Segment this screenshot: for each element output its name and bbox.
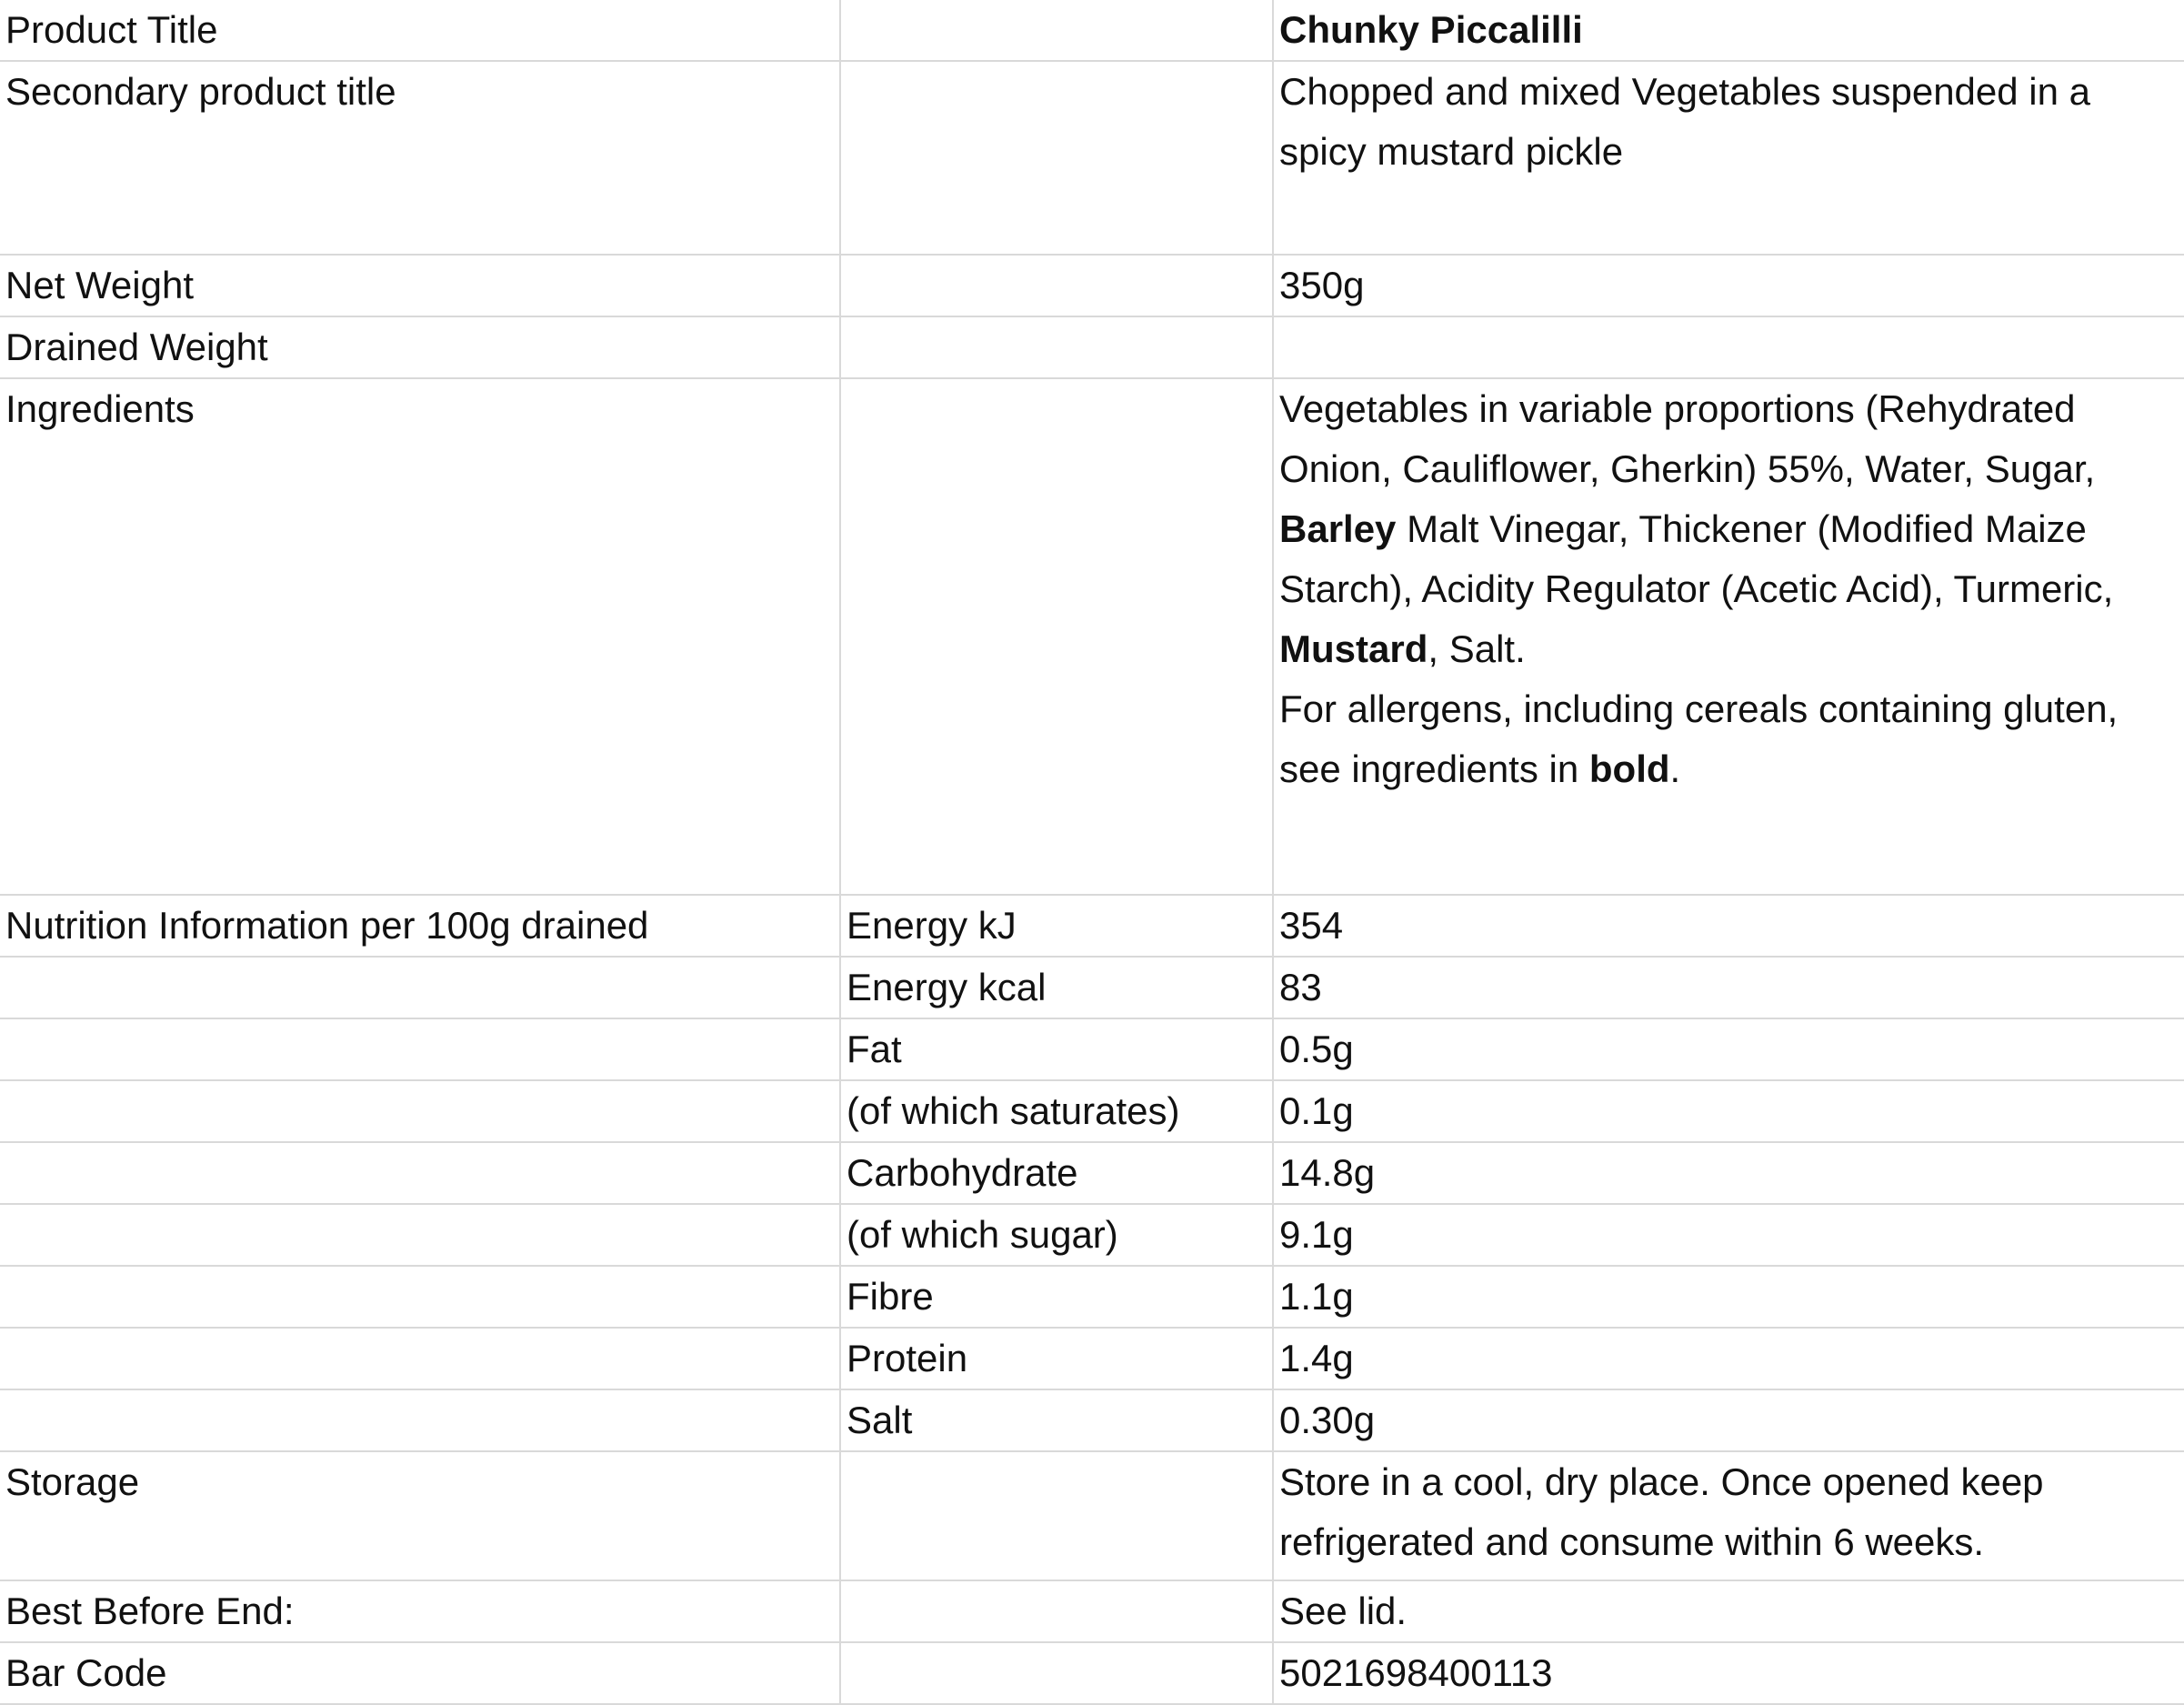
cell-label[interactable]: Secondary product title xyxy=(0,61,840,255)
row-bar-code xyxy=(0,1642,2184,1704)
cell-label[interactable]: Ingredients xyxy=(0,378,840,895)
cell-nutrient-name[interactable]: Energy kcal xyxy=(840,957,1273,1018)
cell-nutrient-name[interactable]: Fibre xyxy=(840,1266,1273,1328)
cell-nutrient-name[interactable]: Salt xyxy=(840,1389,1273,1451)
cell-nutrient-name[interactable]: (of which sugar) xyxy=(840,1204,1273,1266)
allergen-text: Barley xyxy=(1279,507,1397,550)
cell-label[interactable]: Bar Code xyxy=(0,1642,840,1704)
text-fragment: see ingredients in xyxy=(1279,747,1589,790)
cell-label[interactable]: Net Weight xyxy=(0,255,840,316)
row-nutrition xyxy=(0,957,2184,1018)
cell-empty[interactable] xyxy=(840,1451,1273,1580)
cell-nutrient-value[interactable]: 0.5g xyxy=(1273,1018,2184,1080)
cell-product-title-value[interactable]: Chunky Piccalilli xyxy=(1273,0,2184,61)
text-line: spicy mustard pickle xyxy=(1279,130,1624,173)
cell-empty[interactable] xyxy=(0,1204,840,1266)
cell-ingredients-value[interactable] xyxy=(1273,378,2184,895)
cell-nutrient-value[interactable]: 0.30g xyxy=(1273,1389,2184,1451)
cell-nutrient-value[interactable]: 354 xyxy=(1273,895,2184,957)
cell-drained-weight-value[interactable] xyxy=(1273,316,2184,378)
cell-empty[interactable] xyxy=(840,316,1273,378)
row-nutrition xyxy=(0,1142,2184,1204)
cell-empty[interactable] xyxy=(0,957,840,1018)
cell-best-before-value[interactable]: See lid. xyxy=(1273,1580,2184,1642)
cell-bar-code-value[interactable]: 5021698400113 xyxy=(1273,1642,2184,1704)
cell-nutrient-value[interactable]: 83 xyxy=(1273,957,2184,1018)
row-storage xyxy=(0,1451,2184,1580)
text-line: Store in a cool, dry place. Once opened keep xyxy=(1279,1460,2044,1503)
cell-label[interactable]: Best Before End: xyxy=(0,1580,840,1642)
cell-empty[interactable] xyxy=(0,1389,840,1451)
cell-nutrient-name[interactable]: (of which saturates) xyxy=(840,1080,1273,1142)
cell-nutrient-name[interactable]: Fat xyxy=(840,1018,1273,1080)
cell-nutrient-name[interactable]: Protein xyxy=(840,1328,1273,1389)
row-nutrition xyxy=(0,1204,2184,1266)
cell-storage-value[interactable] xyxy=(1273,1451,2184,1580)
cell-nutrient-value[interactable]: 9.1g xyxy=(1273,1204,2184,1266)
text-line: refrigerated and consume within 6 weeks. xyxy=(1279,1520,1985,1563)
cell-nutrient-value[interactable]: 14.8g xyxy=(1273,1142,2184,1204)
row-nutrition xyxy=(0,1018,2184,1080)
row-product-title xyxy=(0,0,2184,61)
cell-empty[interactable] xyxy=(0,1018,840,1080)
text-line: Onion, Cauliflower, Gherkin) 55%, Water, Sugar, xyxy=(1279,447,2096,490)
cell-nutrient-name[interactable]: Carbohydrate xyxy=(840,1142,1273,1204)
cell-nutrient-name[interactable]: Energy kJ xyxy=(840,895,1273,957)
cell-label[interactable]: Drained Weight xyxy=(0,316,840,378)
text-line: Vegetables in variable proportions (Rehydrated xyxy=(1279,387,2076,430)
text-line xyxy=(1279,739,2179,799)
cell-empty[interactable] xyxy=(840,255,1273,316)
row-nutrition xyxy=(0,1328,2184,1389)
cell-label[interactable]: Product Title xyxy=(0,0,840,61)
text-line xyxy=(1279,499,2179,559)
text-line: Chopped and mixed Vegetables suspended in a xyxy=(1279,70,2091,113)
cell-secondary-title-value[interactable] xyxy=(1273,61,2184,255)
cell-empty[interactable] xyxy=(840,1580,1273,1642)
cell-empty[interactable] xyxy=(840,1642,1273,1704)
row-nutrition xyxy=(0,1266,2184,1328)
text-line: Starch), Acidity Regulator (Acetic Acid), Turmeric, xyxy=(1279,567,2114,610)
bold-word: bold xyxy=(1588,747,1670,790)
text-line: For allergens, including cereals containing gluten, xyxy=(1279,687,2119,730)
text-fragment: Malt Vinegar, Thickener (Modified Maize xyxy=(1396,507,2087,550)
cell-empty[interactable] xyxy=(0,1080,840,1142)
cell-empty[interactable] xyxy=(840,0,1273,61)
cell-nutrient-value[interactable]: 1.1g xyxy=(1273,1266,2184,1328)
row-best-before xyxy=(0,1580,2184,1642)
row-nutrition xyxy=(0,1389,2184,1451)
cell-empty[interactable] xyxy=(0,1328,840,1389)
row-nutrition xyxy=(0,1080,2184,1142)
row-ingredients xyxy=(0,378,2184,895)
row-drained-weight xyxy=(0,316,2184,378)
text-fragment: , Salt. xyxy=(1428,627,1526,670)
row-secondary-title xyxy=(0,61,2184,255)
cell-nutrient-value[interactable]: 1.4g xyxy=(1273,1328,2184,1389)
cell-empty[interactable] xyxy=(840,61,1273,255)
row-net-weight xyxy=(0,255,2184,316)
row-nutrition xyxy=(0,895,2184,957)
cell-empty[interactable] xyxy=(0,1266,840,1328)
cell-empty[interactable] xyxy=(0,1142,840,1204)
cell-label[interactable]: Nutrition Information per 100g drained xyxy=(0,895,840,957)
cell-empty[interactable] xyxy=(840,378,1273,895)
text-line xyxy=(1279,619,2179,679)
cell-label[interactable]: Storage xyxy=(0,1451,840,1580)
text-fragment: . xyxy=(1669,747,1681,790)
allergen-text: Mustard xyxy=(1279,627,1428,670)
cell-nutrient-value[interactable]: 0.1g xyxy=(1273,1080,2184,1142)
cell-net-weight-value[interactable]: 350g xyxy=(1273,255,2184,316)
